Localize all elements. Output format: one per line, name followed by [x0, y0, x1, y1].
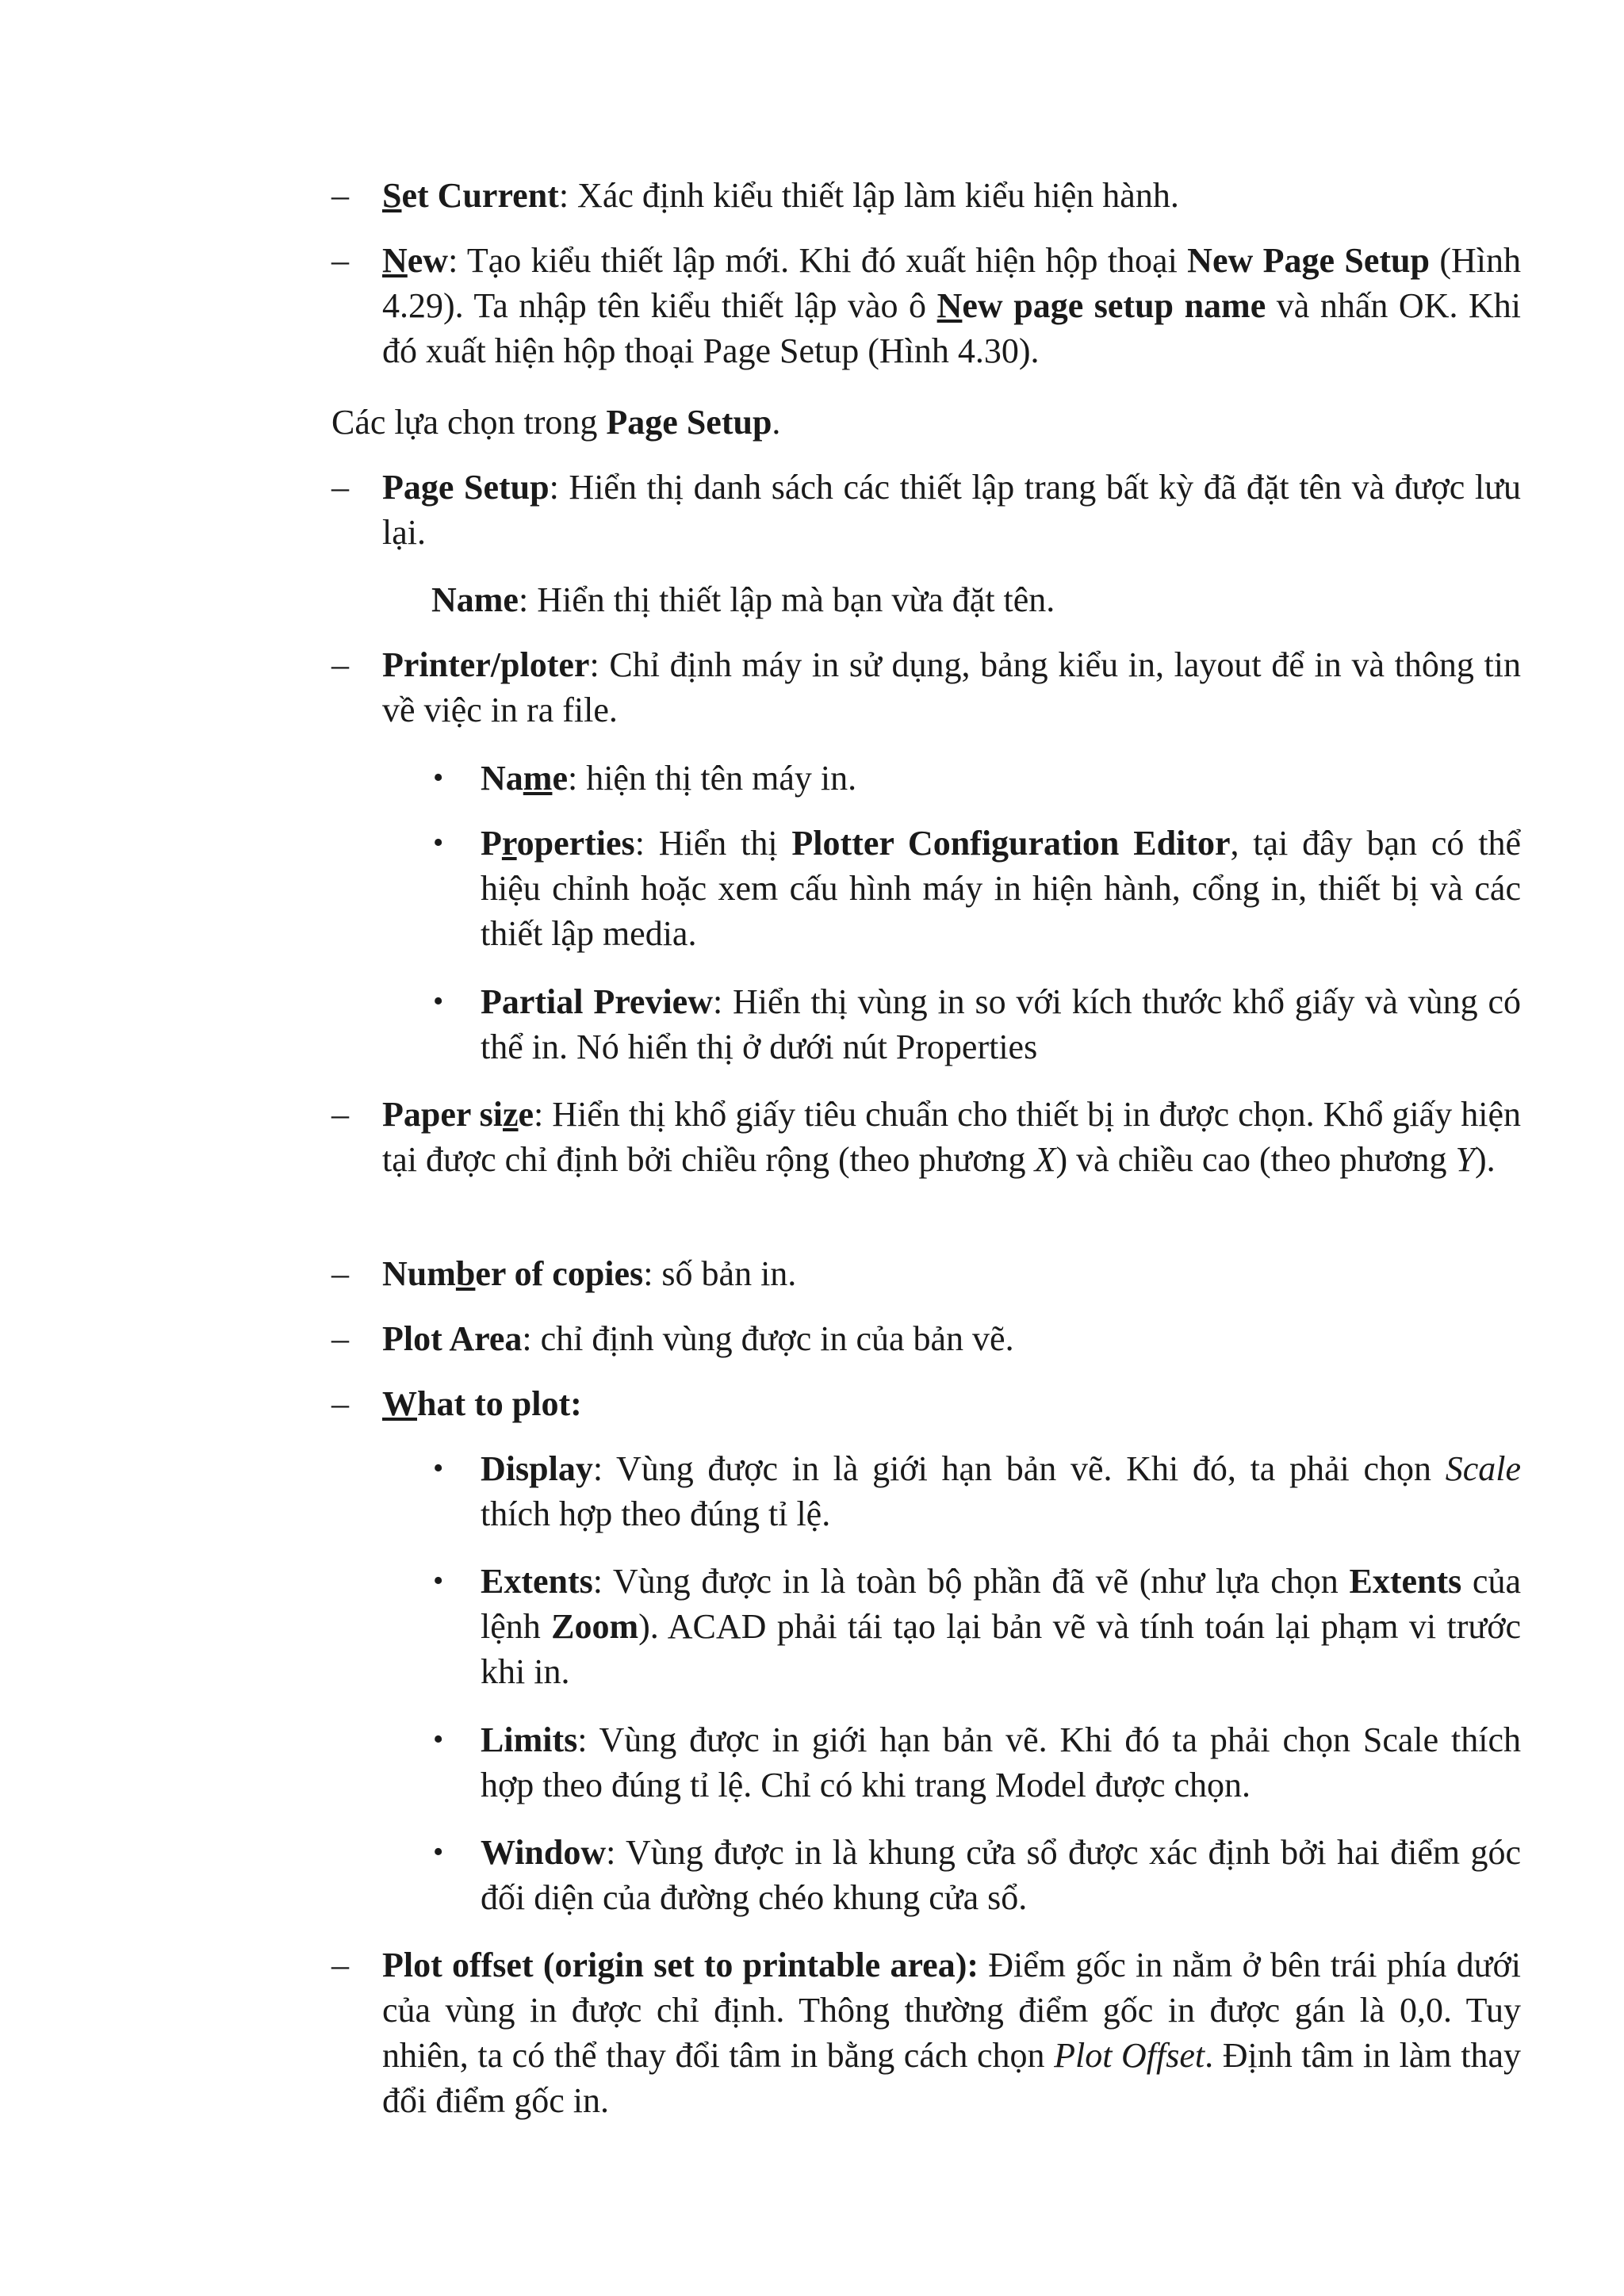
paragraph-text: Page Setup: Hiển thị danh sách các thiết lập trang bất kỳ đã đặt tên và được lưu lại.	[382, 468, 1521, 552]
paragraph-bullet	[331, 979, 1521, 1070]
dash-marker: –	[331, 468, 349, 507]
paragraph-plain	[331, 400, 1521, 445]
paragraph-text: Limits: Vùng được in giới hạn bản vẽ. Khi đó ta phải chọn Scale thích hợp theo đúng tỉ lệ. Chỉ có khi trang Model được chọn.	[481, 1720, 1521, 1804]
paragraph-text: Name: hiện thị tên máy in.	[481, 759, 857, 798]
paragraph-dash	[331, 465, 1521, 555]
paragraph-dash	[331, 1942, 1521, 2123]
paragraph-dash	[331, 238, 1521, 373]
paragraph-dash	[331, 642, 1521, 733]
bullet-marker: •	[433, 1835, 444, 1869]
paragraph-text: Các lựa chọn trong Page Setup.	[331, 403, 781, 442]
dash-marker: –	[331, 645, 349, 684]
paragraph-text: Partial Preview: Hiển thị vùng in so với kích thước khổ giấy và vùng có thể in. Nó hiển thị ở dưới nút Properties	[481, 982, 1521, 1066]
paragraph-dash	[331, 173, 1521, 218]
dash-marker: –	[331, 1384, 349, 1423]
bullet-marker: •	[433, 1564, 444, 1598]
paragraph-text: Number of copies: số bản in.	[382, 1254, 797, 1293]
paragraph-text: Extents: Vùng được in là toàn bộ phần đã vẽ (như lựa chọn Extents của lệnh Zoom). ACAD phải tái tạo lại bản vẽ và tính toán lại phạm vi trước khi in.	[481, 1562, 1521, 1691]
paragraph-dash	[331, 1092, 1521, 1182]
paragraph-text: Plot offset (origin set to printable area): Điểm gốc in nằm ở bên trái phía dưới của vùng in được chỉ định. Thông thường điểm gốc in được gán là 0,0. Tuy nhiên, ta có thể thay đổi tâm in bằng cách chọn Plot Offset. Định tâm in làm thay đổi điểm gốc in.	[382, 1946, 1522, 2120]
paragraph-text: Plot Area: chỉ định vùng được in của bản vẽ.	[382, 1319, 1014, 1358]
paragraph-text: New: Tạo kiểu thiết lập mới. Khi đó xuất hiện hộp thoại New Page Setup (Hình 4.29). Ta nhập tên kiểu thiết lập vào ô New page setup name và nhấn OK. Khi đó xuất hiện hộp thoại Page Setup (Hình 4.30).	[382, 241, 1522, 370]
paragraph-text: Display: Vùng được in là giới hạn bản vẽ. Khi đó, ta phải chọn Scale thích hợp theo đúng tỉ lệ.	[481, 1449, 1521, 1533]
paragraph-dash	[331, 1251, 1521, 1296]
paragraph-bullet	[331, 821, 1521, 956]
bullet-marker: •	[433, 826, 444, 859]
paragraph-text: Properties: Hiển thị Plotter Configuration Editor, tại đây bạn có thể hiệu chỉnh hoặc xem cấu hình máy in hiện hành, cổng in, thiết bị và các thiết lập media.	[481, 824, 1521, 953]
paragraph-bullet	[331, 756, 1521, 801]
paragraph-dash	[331, 1381, 1521, 1426]
dash-marker: –	[331, 241, 349, 280]
bullet-marker: •	[433, 761, 444, 794]
dash-marker: –	[331, 1946, 349, 1984]
paragraph-dash	[331, 1316, 1521, 1361]
paragraph-text: Set Current: Xác định kiểu thiết lập làm kiểu hiện hành.	[382, 176, 1179, 215]
dash-marker: –	[331, 1319, 349, 1358]
paragraph-text: Name: Hiển thị thiết lập mà bạn vừa đặt tên.	[431, 580, 1055, 619]
paragraph-text: Window: Vùng được in là khung cửa sổ được xác định bởi hai điểm góc đối diện của đường chéo khung cửa sổ.	[481, 1833, 1521, 1917]
bullet-marker: •	[433, 1723, 444, 1756]
dash-marker: –	[331, 176, 349, 215]
paragraph-bullet	[331, 1559, 1521, 1694]
bullet-marker: •	[433, 1452, 444, 1485]
paragraph-text: Paper size: Hiển thị khổ giấy tiêu chuẩn cho thiết bị in được chọn. Khổ giấy hiện tại được chỉ định bởi chiều rộng (theo phương X) và chiều cao (theo phương Y).	[382, 1095, 1521, 1179]
paragraph-bullet	[331, 1830, 1521, 1920]
paragraph-bullet	[331, 1717, 1521, 1808]
paragraph-bullet	[331, 1446, 1521, 1536]
paragraph-text: Printer/ploter: Chỉ định máy in sử dụng, bảng kiểu in, layout để in và thông tin về việc in ra file.	[382, 645, 1521, 729]
dash-marker: –	[331, 1095, 349, 1134]
dash-marker: –	[331, 1254, 349, 1293]
paragraph-name	[331, 577, 1521, 622]
bullet-marker: •	[433, 985, 444, 1018]
paragraph-text: What to plot:	[382, 1384, 582, 1423]
